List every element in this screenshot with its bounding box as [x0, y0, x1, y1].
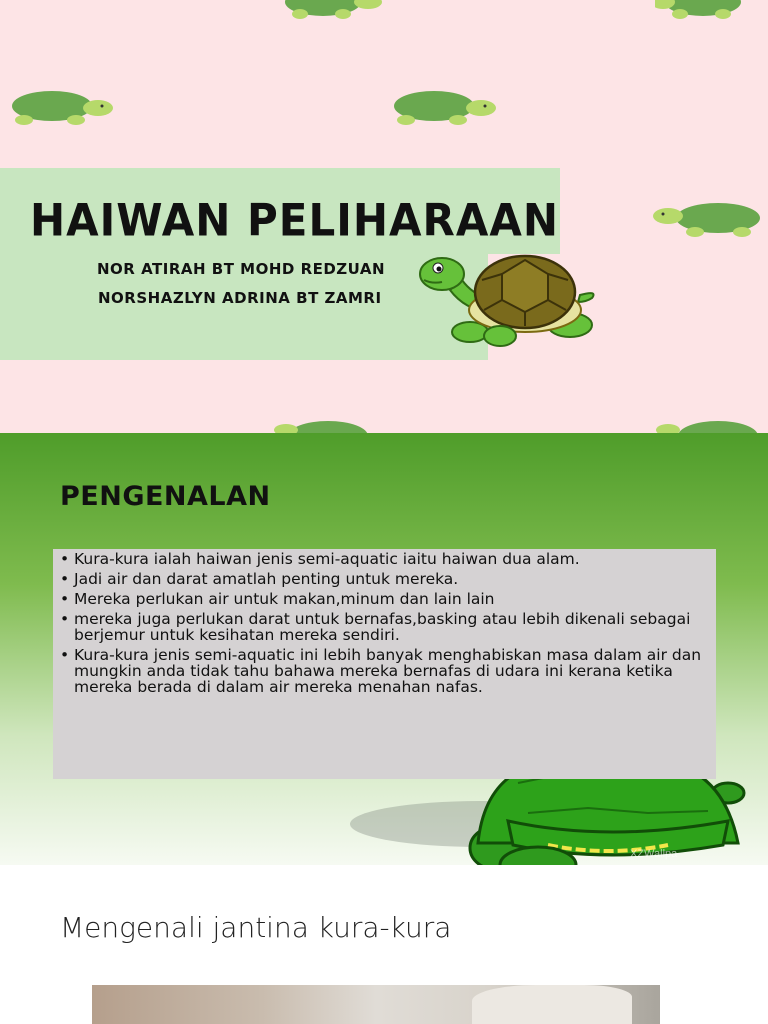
author-name: NORSHAZLYN ADRINA BT ZAMRI [98, 289, 382, 307]
section-heading: PENGENALAN [60, 481, 271, 512]
turtle-icon [268, 418, 378, 433]
presentation-title: HAIWAN PELIHARAAN [30, 194, 560, 247]
slide-title: Mengenali jantina kura-kura [60, 911, 452, 944]
turtle-icon [384, 88, 499, 128]
bullet-point: • [60, 646, 70, 664]
watermark: XZWallpa [630, 848, 678, 860]
bullet-point: • [60, 590, 70, 608]
turtle-icon [4, 88, 116, 128]
content-box [53, 549, 716, 779]
turtle-icon [655, 0, 765, 20]
author-name: NOR ATIRAH BT MOHD REDZUAN [97, 260, 386, 278]
turtle-icon [275, 0, 385, 20]
turtle-icon [650, 418, 768, 433]
photo-detail [472, 985, 632, 1024]
bullet-point: • [60, 610, 70, 628]
list-item: • Kura-kura ialah haiwan jenis semi-aquatic iaitu haiwan dua alam. [60, 550, 580, 568]
bullet-point: • [60, 550, 70, 568]
list-item: • Kura-kura jenis semi-aquatic ini lebih banyak menghabiskan masa dalam air dan mungkin anda tidak tahu bahawa mereka bernafas di udara ini kerana ketika mereka berada di dalam air mereka menahan nafas. [60, 646, 702, 696]
introduction-slide [0, 433, 768, 865]
bullet-list [61, 551, 708, 695]
cartoon-turtle-icon [410, 250, 600, 355]
bullet-point: • [60, 570, 70, 588]
turtle-icon [650, 200, 768, 240]
list-item: • mereka juga perlukan darat untuk bernafas,basking atau lebih dikenali sebagai berjemur untuk kesihatan mereka sendiri. [60, 610, 691, 644]
title-slide [0, 0, 768, 433]
list-item: • Mereka perlukan air untuk makan,minum dan lain lain [60, 590, 495, 608]
list-item: • Jadi air dan darat amatlah penting untuk mereka. [60, 570, 459, 588]
gender-slide [0, 865, 768, 1024]
turtle-photo [92, 985, 660, 1024]
